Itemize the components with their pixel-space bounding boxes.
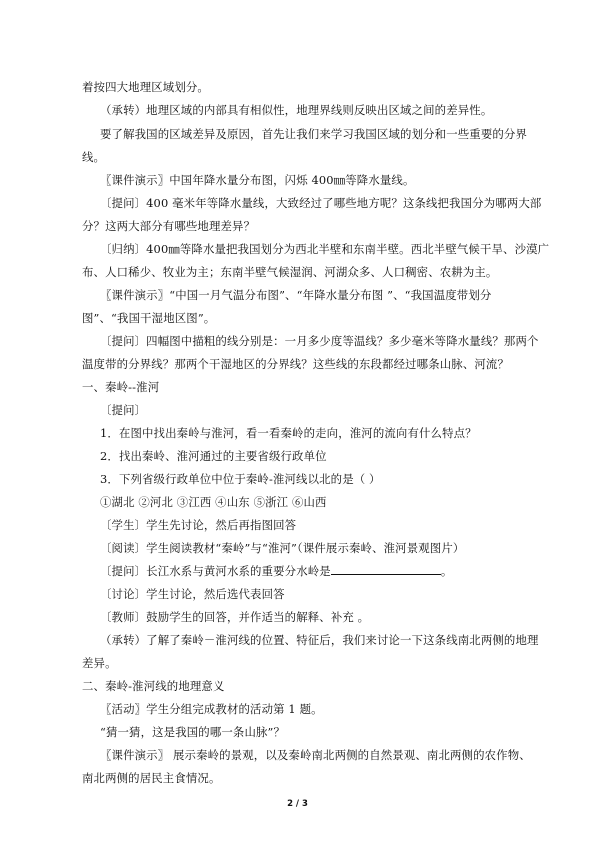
paragraph-line: 温度带的分界线？那两个干湿地区的分界线？这些线的东段都经过哪条山脉、河流？ xyxy=(82,357,510,371)
page-number: 2 / 3 xyxy=(287,799,308,809)
paragraph-line: 〔学生〕学生先讨论，然后再指图回答 xyxy=(100,518,297,532)
paragraph-line: 线。 xyxy=(82,150,106,164)
paragraph-line: 着按四大地理区域划分。 xyxy=(82,80,209,94)
paragraph-line: 〔归纳〕400㎜等降水量把我国划分为西北半壁和东南半壁。西北半壁气候干旱、沙漠广 xyxy=(100,242,550,256)
paragraph-line: 〖课件演示〗中国年降水量分布图，闪烁 400㎜等降水量线。 xyxy=(100,173,415,187)
paragraph-line: 〔阅读〕学生阅读教材“秦岭”与“淮河”（课件展示秦岭、淮河景观图片） xyxy=(100,541,465,555)
paragraph-line: （承转）了解了秦岭－淮河线的位置、特征后，我们来讨论一下这条线南北两侧的地理 xyxy=(100,633,539,647)
option-list: ①湖北 ②河北 ③江西 ④山东 ⑤浙江 ⑥山西 xyxy=(100,495,327,509)
paragraph-line: 〖活动〗学生分组完成教材的活动第 1 题。 xyxy=(100,702,323,716)
paragraph-line: 〔讨论〕学生讨论，然后选代表回答 xyxy=(100,587,285,601)
sentence-end: 。 xyxy=(440,564,453,578)
paragraph-line: 布、人口稀少、牧业为主；东南半壁气候湿润、河湖众多、人口稠密、农耕为主。 xyxy=(82,265,498,279)
paragraph-line: 图”、“我国干湿地区图”。 xyxy=(82,311,216,325)
fill-blank-line xyxy=(100,563,452,579)
paragraph-line: 〔提问〕 xyxy=(100,403,147,417)
paragraph-line: 〖课件演示〗 展示秦岭的景观，以及秦岭南北两侧的自然景观、南北两侧的农作物、 xyxy=(100,748,531,762)
section-heading: 二、秦岭-淮河线的地理意义 xyxy=(82,679,225,693)
paragraph-line: 〔教师〕鼓励学生的回答，并作适当的解释、补充 。 xyxy=(100,610,370,624)
paragraph-line: 〔提问〕400 毫米年等降水量线，大致经过了哪些地方呢？这条线把我国分为哪两大部 xyxy=(100,196,542,210)
paragraph-line: 分？这两大部分有哪些地理差异？ xyxy=(82,219,256,233)
list-item: 3．下列省级行政单位中位于秦岭-淮河线以北的是（ ） xyxy=(100,472,381,486)
paragraph-line: 〖课件演示〗“中国一月气温分布图”、“年降水量分布图 ”、“我国温度带划分 xyxy=(100,288,492,302)
section-heading: 一、秦岭--淮河 xyxy=(82,380,160,394)
paragraph-line: 要了解我国的区域差异及原因，首先让我们来学习我国区域的划分和一些重要的分界 xyxy=(100,127,528,141)
paragraph-line: 差异。 xyxy=(82,656,117,670)
paragraph-line: （承转）地理区域的内部具有相似性，地理界线则反映出区域之间的差异性。 xyxy=(100,103,493,117)
paragraph-line: “猜一猜，这是我国的哪一条山脉”？ xyxy=(100,725,286,739)
list-item: 2．找出秦岭、淮河通过的主要省级行政单位 xyxy=(100,449,327,463)
list-item: 1．在图中找出秦岭与淮河，看一看秦岭的走向，淮河的流向有什么特点？ xyxy=(100,426,477,440)
paragraph-line: 南北两侧的居民主食情况。 xyxy=(82,771,221,785)
question-text: 〔提问〕长江水系与黄河水系的重要分水岭是 xyxy=(100,564,331,578)
answer-blank xyxy=(331,563,441,575)
paragraph-line: 〔提问〕四幅图中描粗的线分别是：一月多少度等温线？多少毫米等降水量线？那两个 xyxy=(100,334,539,348)
